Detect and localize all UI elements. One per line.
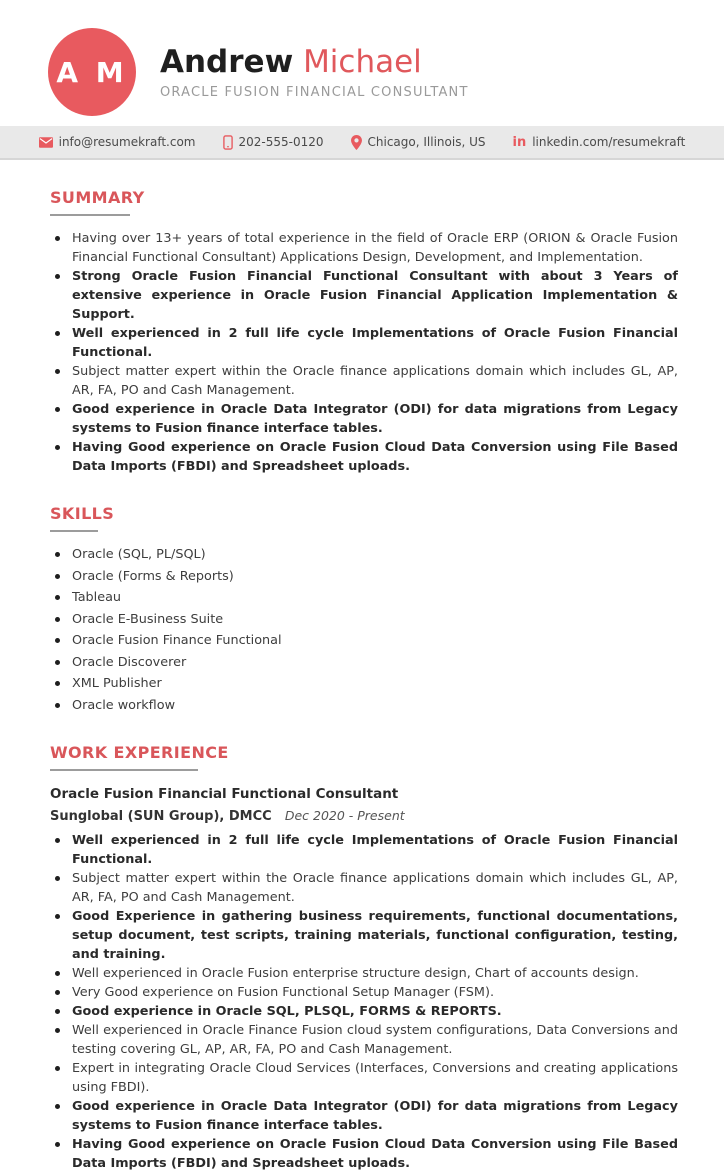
contact-email-text: info@resumekraft.com <box>58 135 196 149</box>
skills-heading: SKILLS <box>50 504 115 523</box>
section-skills <box>50 504 678 715</box>
experience-bullet: Good experience in Oracle Data Integrator (ODI) for data migrations from Legacy systems to Fusion finance interface tables. <box>50 1097 678 1135</box>
resume-header <box>0 0 724 126</box>
experience-bullet: Very Good experience on Fusion Functional Setup Manager (FSM). <box>50 983 678 1002</box>
skill-item: XML Publisher <box>50 674 678 693</box>
skill-item: Oracle (SQL, PL/SQL) <box>50 545 678 564</box>
contact-email[interactable] <box>39 135 196 149</box>
experience-job-title: Oracle Fusion Financial Functional Consultant <box>50 785 399 802</box>
phone-icon <box>223 135 233 150</box>
summary-list <box>50 229 678 476</box>
summary-heading-rule <box>50 214 130 216</box>
skills-list <box>50 545 678 715</box>
contact-linkedin-text: linkedin.com/resumekraft <box>532 135 686 149</box>
full-name <box>160 45 469 79</box>
experience-bullet: Good experience in Oracle SQL, PLSQL, FORMS & REPORTS. <box>50 1002 678 1021</box>
summary-bullet: Strong Oracle Fusion Financial Functional Consultant with about 3 Years of extensive experience in Oracle Fusion Financial Application Implementation & Support. <box>50 267 678 324</box>
avatar-initials: A M <box>56 55 128 89</box>
experience-bullet: Well experienced in Oracle Finance Fusion cloud system configurations, Data Conversions and testing covering GL, AP, AR, FA, PO and Cash Management. <box>50 1021 678 1059</box>
experience-bullet: Subject matter expert within the Oracle finance applications domain which includes GL, AP, AR, FA, PO and Cash Management. <box>50 869 678 907</box>
avatar <box>48 28 136 116</box>
summary-bullet: Subject matter expert within the Oracle finance applications domain which includes GL, AP, AR, FA, PO and Cash Management. <box>50 362 678 400</box>
first-name: Andrew <box>160 43 294 80</box>
linkedin-icon: in <box>512 134 527 150</box>
contact-phone <box>223 135 324 150</box>
experience-bullet: Good Experience in gathering business requirements, functional documentations, setup document, test scripts, training materials, functional configuration, testing, and training. <box>50 907 678 964</box>
location-pin-icon <box>351 135 362 150</box>
name-block <box>160 45 469 100</box>
work-experience-heading-rule <box>50 769 198 771</box>
experience-list <box>50 831 678 1173</box>
skills-heading-rule <box>50 530 98 532</box>
experience-bullet: Expert in integrating Oracle Cloud Services (Interfaces, Conversions and creating applications using FBDI). <box>50 1059 678 1097</box>
experience-company-line <box>50 808 678 824</box>
contact-location <box>351 135 486 150</box>
contact-bar <box>0 126 724 160</box>
envelope-icon <box>39 137 53 148</box>
skill-item: Oracle E-Business Suite <box>50 610 678 629</box>
contact-linkedin[interactable] <box>512 135 685 150</box>
skill-item: Oracle Discoverer <box>50 653 678 672</box>
skill-item: Oracle Fusion Finance Functional <box>50 631 678 650</box>
section-work-experience <box>50 743 678 1173</box>
last-name: Michael <box>303 43 422 80</box>
summary-heading: SUMMARY <box>50 188 145 207</box>
contact-phone-text: 202-555-0120 <box>238 135 324 149</box>
experience-dates: Dec 2020 - Present <box>284 807 405 823</box>
job-role-subtitle: ORACLE FUSION FINANCIAL CONSULTANT <box>160 84 469 100</box>
summary-bullet: Well experienced in 2 full life cycle Implementations of Oracle Fusion Financial Functional. <box>50 324 678 362</box>
skill-item: Oracle (Forms & Reports) <box>50 567 678 586</box>
skill-item: Oracle workflow <box>50 696 678 715</box>
summary-bullet: Having over 13+ years of total experience in the field of Oracle ERP (ORION & Oracle Fusion Financial Functional Consultant) Applications Design, Development, and Implementation. <box>50 229 678 267</box>
resume-body <box>0 188 724 1173</box>
section-summary <box>50 188 678 476</box>
summary-bullet: Good experience in Oracle Data Integrator (ODI) for data migrations from Legacy systems to Fusion finance interface tables. <box>50 400 678 438</box>
contact-location-text: Chicago, Illinois, US <box>367 135 486 149</box>
experience-bullet: Well experienced in 2 full life cycle Implementations of Oracle Fusion Financial Functional. <box>50 831 678 869</box>
skill-item: Tableau <box>50 588 678 607</box>
work-experience-heading: WORK EXPERIENCE <box>50 742 229 762</box>
summary-bullet: Having Good experience on Oracle Fusion Cloud Data Conversion using File Based Data Imports (FBDI) and Spreadsheet uploads. <box>50 438 678 476</box>
experience-bullet: Having Good experience on Oracle Fusion Cloud Data Conversion using File Based Data Imports (FBDI) and Spreadsheet uploads. <box>50 1135 678 1173</box>
experience-bullet: Well experienced in Oracle Fusion enterprise structure design, Chart of accounts design. <box>50 964 678 983</box>
experience-company: Sunglobal (SUN Group), DMCC <box>50 808 272 824</box>
